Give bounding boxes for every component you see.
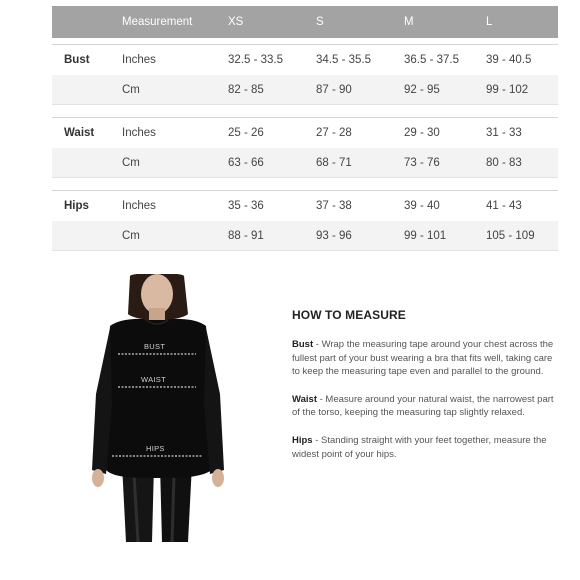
unit-cell: Cm — [122, 229, 140, 242]
bust-marker-label: BUST — [144, 342, 166, 351]
size-cell: 105 - 109 — [486, 229, 535, 242]
size-cell: 34.5 - 35.5 — [316, 54, 371, 66]
size-cell: 88 - 91 — [228, 229, 264, 242]
size-cell: 68 - 71 — [316, 156, 352, 169]
size-cell: 87 - 90 — [316, 83, 352, 96]
row-label-waist: Waist — [64, 127, 95, 139]
unit-cell: Inches — [122, 54, 156, 66]
table-row — [52, 45, 558, 75]
table-row — [52, 191, 558, 221]
unit-cell: Cm — [122, 156, 140, 169]
model-illustration — [50, 274, 266, 542]
size-cell: 82 - 85 — [228, 83, 264, 96]
hips-group — [52, 190, 558, 251]
hips-term: Hips — [292, 434, 313, 446]
size-cell: 27 - 28 — [316, 127, 352, 139]
size-cell: 31 - 33 — [486, 127, 522, 139]
header-size-l: L — [486, 16, 493, 28]
size-cell: 36.5 - 37.5 — [404, 54, 459, 66]
size-cell: 99 - 102 — [486, 83, 529, 96]
header-size-s: S — [316, 16, 324, 28]
header-size-xs: XS — [228, 16, 244, 28]
table-header-row — [52, 6, 558, 38]
hips-marker-label: HIPS — [146, 444, 165, 453]
size-cell: 93 - 96 — [316, 229, 352, 242]
size-cell: 39 - 40 — [404, 200, 440, 212]
size-cell: 80 - 83 — [486, 156, 522, 169]
size-cell: 41 - 43 — [486, 200, 522, 212]
size-cell: 32.5 - 33.5 — [228, 54, 283, 66]
bust-term: Bust — [292, 339, 314, 350]
how-to-measure-title: HOW TO MEASURE — [292, 308, 406, 322]
size-cell: 35 - 36 — [228, 200, 264, 212]
unit-cell: Cm — [122, 83, 140, 96]
table-row — [52, 118, 558, 148]
size-chart-table — [52, 6, 558, 251]
how-to-measure-section — [292, 308, 560, 475]
waist-instruction — [292, 393, 560, 420]
waist-text: - Measure around your natural waist, the narrowest part of the torso, keeping the measuring tap slightly relaxed. — [292, 393, 554, 419]
size-cell: 29 - 30 — [404, 127, 440, 139]
table-row — [52, 148, 558, 178]
size-cell: 99 - 101 — [404, 229, 447, 242]
bust-group — [52, 44, 558, 105]
size-cell: 37 - 38 — [316, 200, 352, 212]
hips-instruction — [292, 434, 560, 461]
size-cell: 73 - 76 — [404, 156, 440, 169]
unit-cell: Inches — [122, 127, 156, 139]
header-size-m: M — [404, 16, 414, 28]
table-row — [52, 75, 558, 105]
size-cell: 39 - 40.5 — [486, 54, 532, 66]
unit-cell: Inches — [122, 200, 156, 212]
row-label-bust: Bust — [64, 54, 90, 66]
size-cell: 63 - 66 — [228, 156, 264, 169]
header-measurement: Measurement — [122, 16, 193, 28]
size-cell: 25 - 26 — [228, 127, 264, 139]
waist-term: Waist — [292, 393, 317, 405]
row-label-hips: Hips — [64, 200, 89, 212]
size-cell: 92 - 95 — [404, 83, 440, 96]
model-figure — [50, 274, 266, 542]
waist-group — [52, 117, 558, 178]
waist-marker-label: WAIST — [141, 375, 166, 384]
hips-text: - Standing straight with your feet together, measure the widest point of your hips. — [292, 434, 547, 460]
bust-instruction — [292, 338, 560, 379]
bust-text: - Wrap the measuring tape around your chest across the fullest part of your bust wearing a bra that fits well, taking care to keep the measuring tape even and parallel to the ground. — [292, 339, 554, 378]
table-row — [52, 221, 558, 251]
